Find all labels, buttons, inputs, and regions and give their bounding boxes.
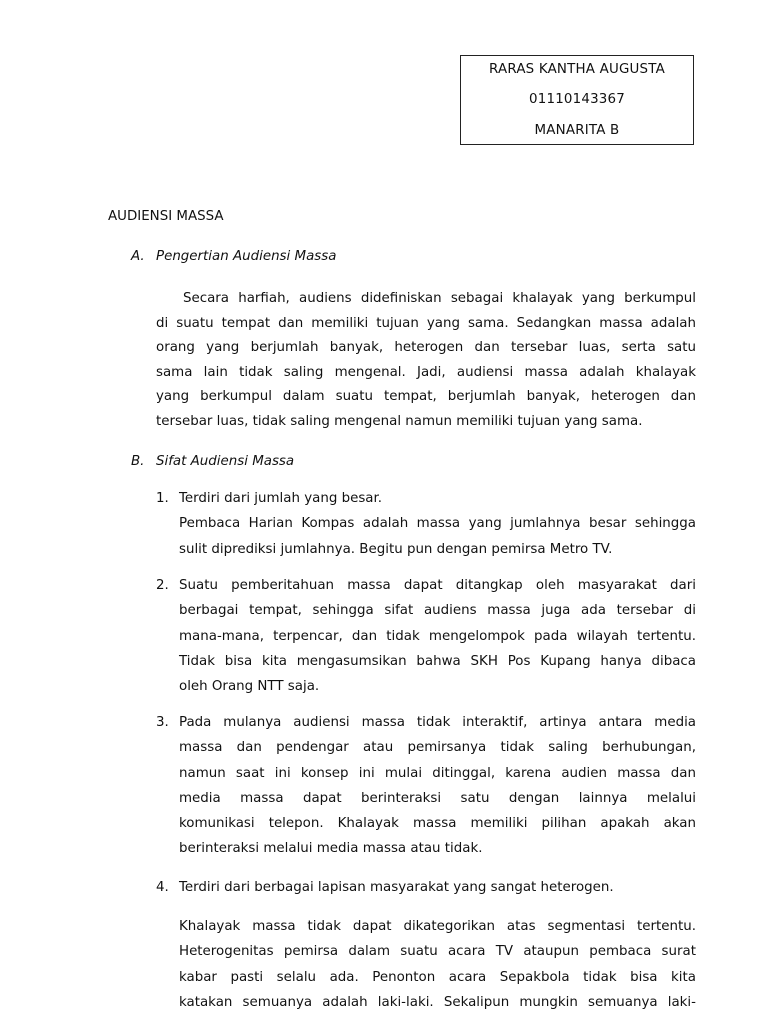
document-title: AUDIENSI MASSA (108, 209, 224, 224)
section-a-marker: A. (131, 249, 145, 264)
section-b-heading (131, 454, 294, 469)
identity-box (460, 55, 694, 145)
list-item-line: media massa dapat berinteraksi satu dengan lainnya melalui (179, 790, 696, 806)
list-item-line: namun saat ini konsep ini mulai ditinggal, karena audien massa dan (179, 765, 696, 781)
list-item-line: sulit diprediksi jumlahnya. Begitu pun dengan pemirsa Metro TV. (179, 541, 613, 557)
list-item-body (179, 914, 696, 1015)
list-item-line: Tidak bisa kita mengasumsikan bahwa SKH Pos Kupang hanya dibaca (179, 653, 696, 669)
list-item-line: oleh Orang NTT saja. (179, 679, 320, 695)
student-name: RARAS KANTHA AUGUSTA (489, 62, 665, 77)
list-item-number: 2. (156, 578, 169, 593)
list-item-line: Terdiri dari jumlah yang besar. (179, 491, 383, 506)
paragraph-line: di suatu tempat dan memiliki tujuan yang sama. Sedangkan massa adalah (156, 315, 696, 331)
list-item-line: mana-mana, terpencar, dan tidak mengelompok pada wilayah tertentu. (179, 628, 696, 644)
list-item-line: Pembaca Harian Kompas adalah massa yang jumlahnya besar sehingga (179, 516, 696, 532)
list-item-line: Suatu pemberitahuan massa dapat ditangkap oleh masyarakat dari (179, 578, 696, 593)
list-item-line: Terdiri dari berbagai lapisan masyarakat yang sangat heterogen. (179, 880, 614, 895)
list-item-number: 1. (156, 491, 169, 506)
list-item-body (179, 710, 696, 862)
section-b-title: Sifat Audiensi Massa (156, 454, 295, 469)
list-item-line: Heterogenitas pemirsa dalam suatu acara TV ataupun pembaca surat (179, 944, 696, 960)
list-item-body (179, 486, 696, 562)
list-item-line: katakan semuanya adalah laki-laki. Sekalipun mungkin semuanya laki- (179, 994, 696, 1010)
paragraph-line: yang berkumpul dalam suatu tempat, berjumlah banyak, heterogen dan (156, 389, 696, 405)
section-b-marker: B. (131, 454, 145, 469)
paragraph-line: sama lain tidak saling mengenal. Jadi, audiensi massa adalah khalayak (156, 364, 696, 380)
student-id: 01110143367 (529, 92, 625, 107)
list-item-body (179, 573, 696, 699)
paragraph-line: tersebar luas, tidak saling mengenal namun memiliki tujuan yang sama. (156, 413, 643, 429)
list-item-body (179, 875, 696, 900)
list-item-line: berinteraksi melalui media massa atau tidak. (179, 841, 483, 857)
list-item-line: massa dan pendengar atau pemirsanya tidak saling berhubungan, (179, 740, 696, 756)
list-item-line: Khalayak massa tidak dapat dikategorikan atas segmentasi tertentu. (179, 919, 696, 934)
section-a-paragraph (156, 287, 696, 435)
list-item-line: kabar pasti selalu ada. Penonton acara Sepakbola tidak bisa kita (179, 969, 696, 985)
class-name: MANARITA B (534, 123, 620, 138)
list-item-line: berbagai tempat, sehingga sifat audiens massa juga ada tersebar di (179, 603, 696, 619)
list-item-line: Pada mulanya audiensi massa tidak interaktif, artinya antara media (179, 715, 696, 730)
list-item-number: 4. (156, 880, 169, 895)
list-item-line: komunikasi telepon. Khalayak massa memiliki pilihan apakah akan (179, 816, 696, 832)
paragraph-line: Secara harfiah, audiens didefiniskan sebagai khalayak yang berkumpul (183, 291, 696, 306)
paragraph-line: orang yang berjumlah banyak, heterogen dan tersebar luas, serta satu (156, 340, 696, 356)
list-item-number: 3. (156, 715, 169, 730)
section-a-heading (131, 249, 336, 264)
section-a-title: Pengertian Audiensi Massa (156, 249, 337, 264)
